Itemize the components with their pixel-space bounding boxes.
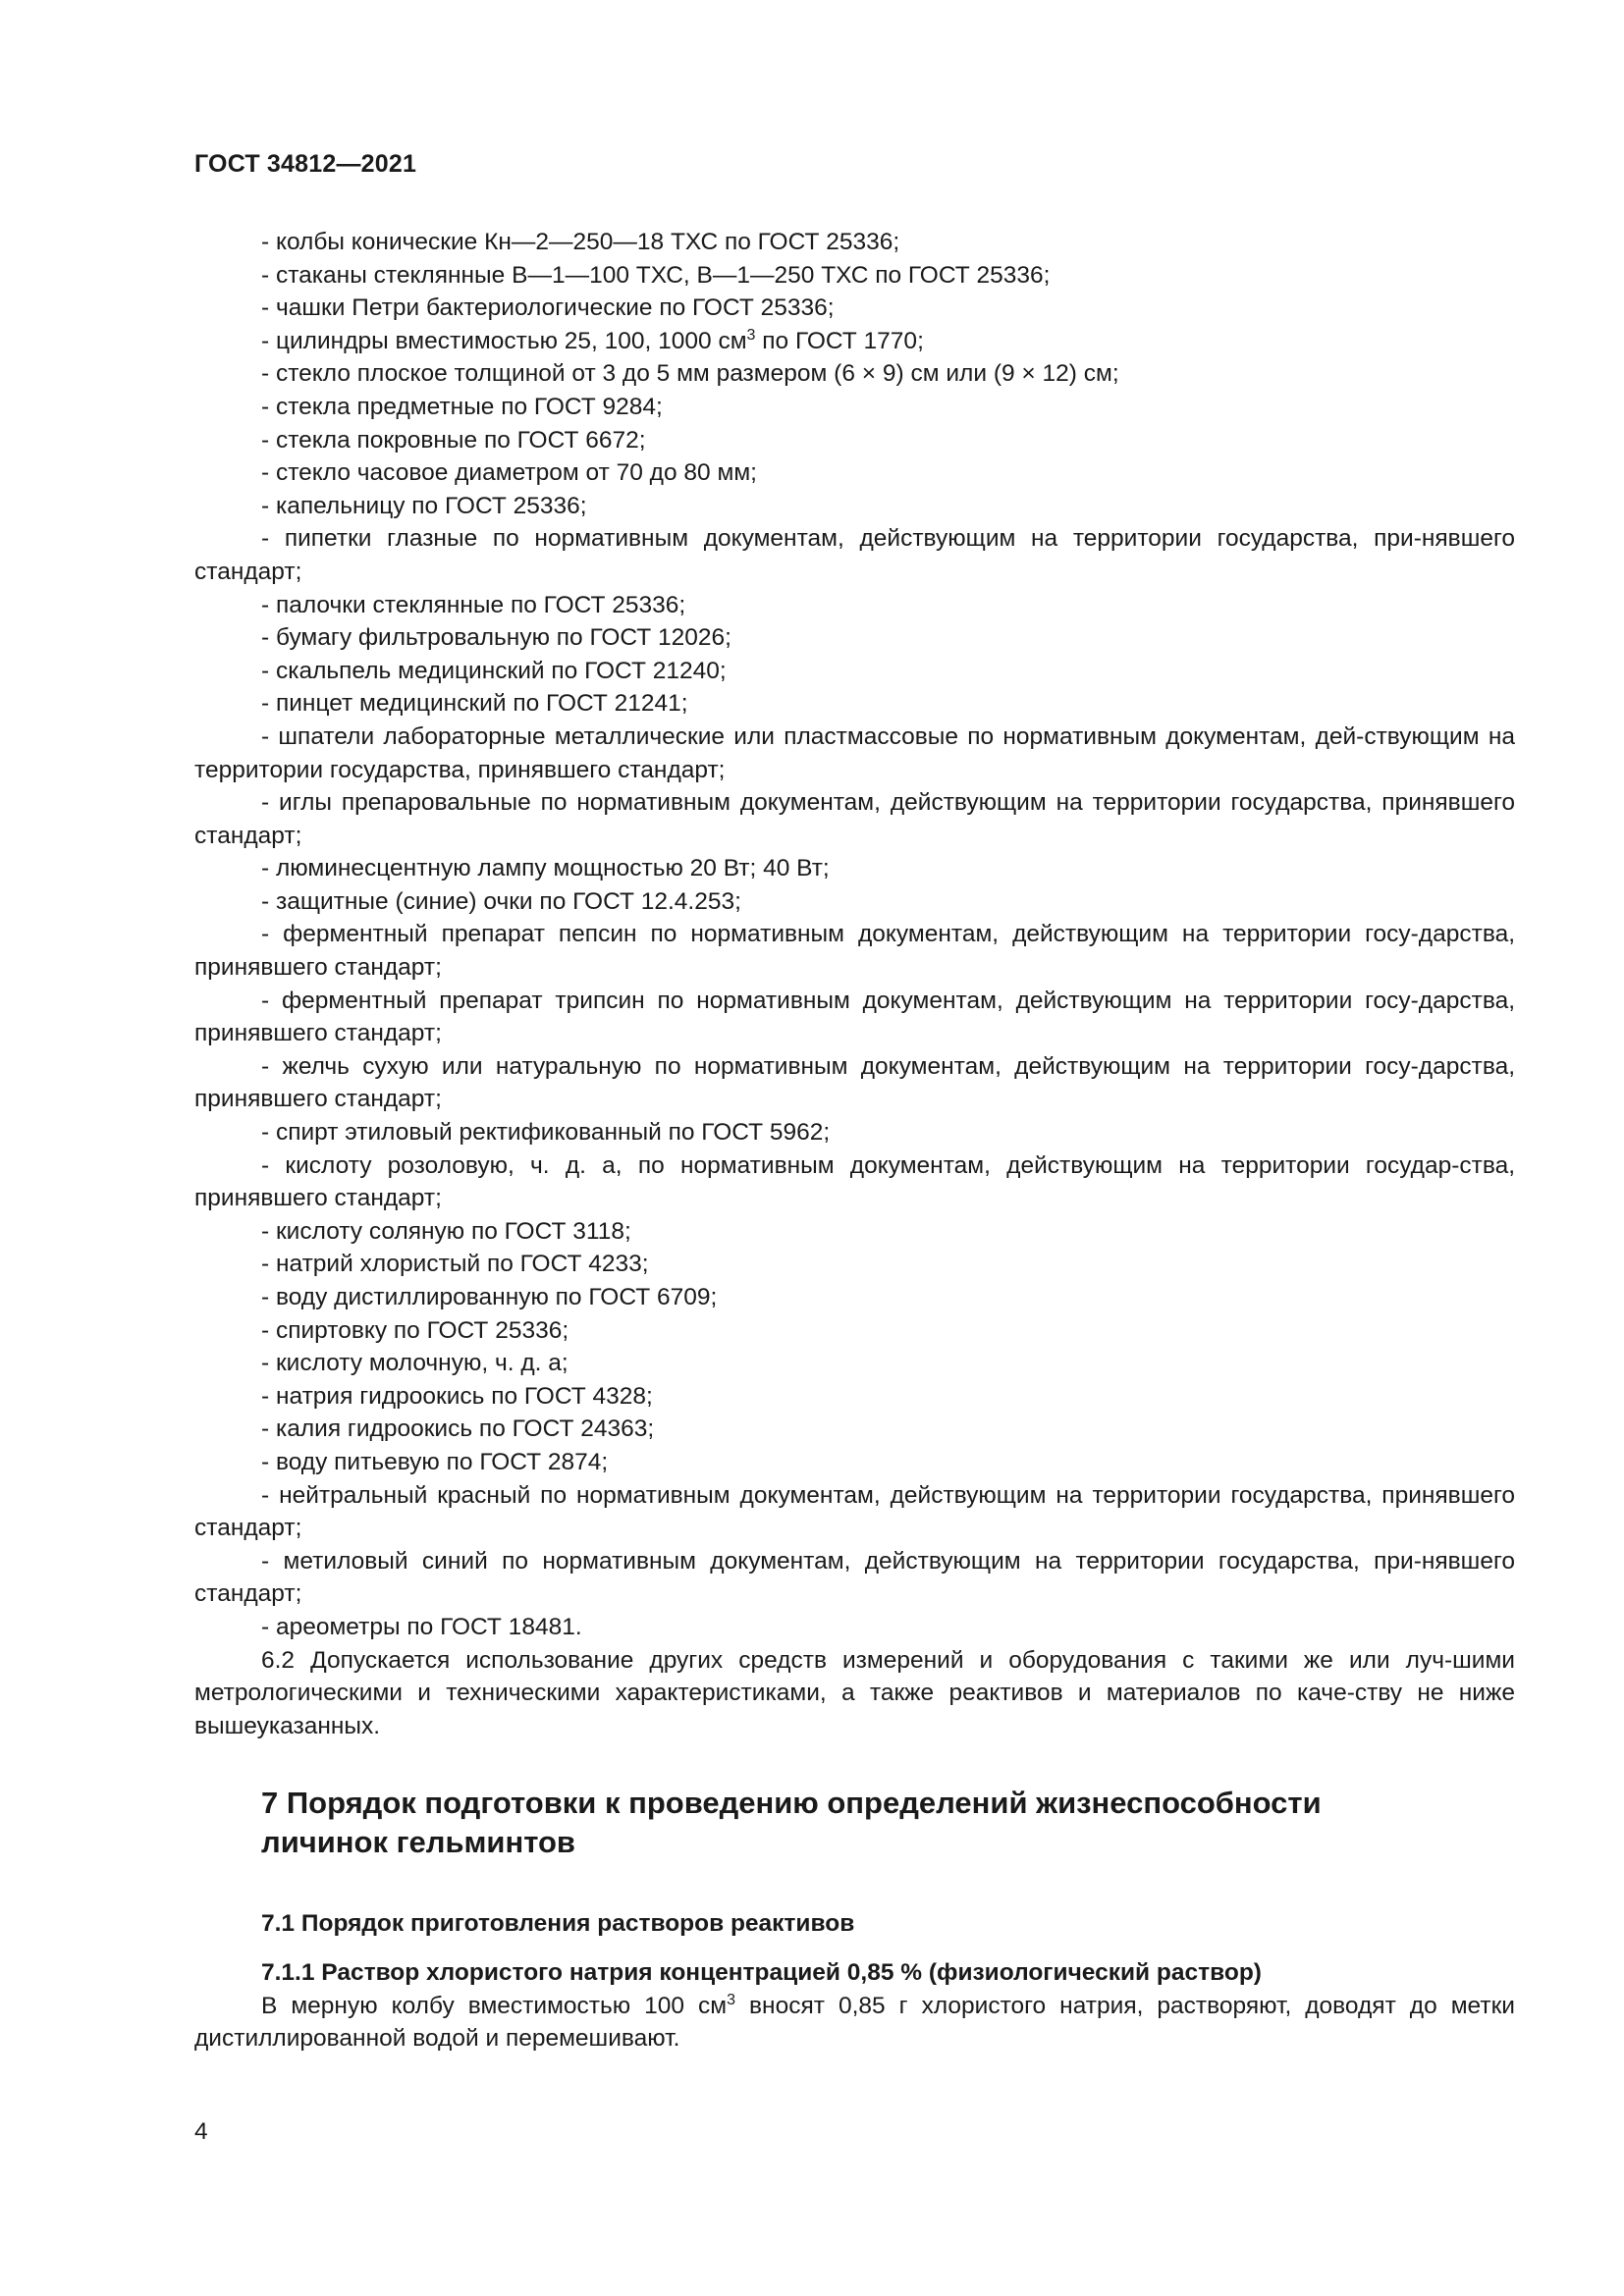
list-item: - спирт этиловый ректификованный по ГОСТ 5962;: [261, 1119, 831, 1147]
list-item: - пинцет медицинский по ГОСТ 21241;: [261, 690, 688, 718]
subsection-7-1-1-title: 7.1.1 Раствор хлористого натрия концентрацией 0,85 % (физиологический раствор): [261, 1958, 1262, 1986]
section-7-title: 7 Порядок подготовки к проведению определений жизнеспособности личинок гельминтов: [261, 1786, 1322, 1860]
subsection-7-1-title: 7.1 Порядок приготовления растворов реактивов: [261, 1910, 855, 1938]
list-item: - пипетки глазные по нормативным документам, действующим на территории государства, при-нявшего стандарт;: [194, 525, 1515, 585]
list-item-text: по ГОСТ 1770;: [755, 327, 924, 354]
superscript: 3: [746, 326, 756, 344]
list-item: - чашки Петри бактериологические по ГОСТ 25336;: [261, 294, 835, 322]
list-item: - шпатели лабораторные металлические или пластмассовые по нормативным документам, дей-ствующим на территории государства, принявшего стандарт;: [194, 722, 1515, 783]
list-item: - кислоту розоловую, ч. д. а, по нормативным документам, действующим на территории государ-ства, принявшего стандарт;: [194, 1151, 1515, 1212]
list-item: - палочки стеклянные по ГОСТ 25336;: [261, 591, 686, 618]
document-header: ГОСТ 34812—2021: [194, 150, 417, 178]
list-item: - ферментный препарат пепсин по нормативным документам, действующим на территории госу-дарства, принявшего стандарт;: [194, 921, 1515, 982]
list-item: - воду питьевую по ГОСТ 2874;: [261, 1448, 609, 1475]
list-item: - бумагу фильтровальную по ГОСТ 12026;: [261, 624, 731, 652]
para-text: В мерную колбу вместимостью 100 см: [261, 1992, 728, 2019]
document-body: [194, 226, 1515, 2056]
list-item: - метиловый синий по нормативным документам, действующим на территории государства, при-нявшего стандарт;: [194, 1547, 1515, 1608]
list-item: [194, 325, 1515, 358]
list-item-text: - цилиндры вместимостью 25, 100, 1000 см: [261, 327, 747, 354]
list-item: - кислоту молочную, ч. д. а;: [261, 1350, 568, 1377]
equipment-list: [194, 226, 1515, 1644]
list-item: - натрий хлористый по ГОСТ 4233;: [261, 1251, 649, 1278]
list-item: - ареометры по ГОСТ 18481.: [261, 1613, 582, 1640]
list-item: - стекла предметные по ГОСТ 9284;: [261, 393, 663, 420]
list-item: - люминесцентную лампу мощностью 20 Вт; 40 Вт;: [261, 855, 830, 882]
list-item: - стекло часовое диаметром от 70 до 80 мм;: [261, 459, 757, 487]
list-item: - иглы препаровальные по нормативным документам, действующим на территории государства, принявшего стандарт;: [194, 789, 1515, 849]
list-item: - стекла покровные по ГОСТ 6672;: [261, 426, 646, 454]
list-item: - стекло плоское толщиной от 3 до 5 мм размером (6 × 9) см или (9 × 12) см;: [261, 360, 1119, 388]
list-item: - воду дистиллированную по ГОСТ 6709;: [261, 1284, 718, 1310]
list-item: - желчь сухую или натуральную по нормативным документам, действующим на территории госу-дарства, принявшего стандарт;: [194, 1052, 1515, 1113]
page-number: 4: [194, 2118, 208, 2145]
list-item: - капельницу по ГОСТ 25336;: [261, 492, 587, 519]
para-text: вносят 0,85 г хлористого натрия, растворяют, доводят до метки дистиллированной водой и перемешивают.: [194, 1992, 1515, 2053]
paragraph-7-1-1: [194, 1990, 1515, 2056]
list-item: - нейтральный красный по нормативным документам, действующим на территории государства, принявшего стандарт;: [194, 1481, 1515, 1542]
list-item: - калия гидроокись по ГОСТ 24363;: [261, 1415, 655, 1443]
paragraph-6-2: 6.2 Допускается использование других средств измерений и оборудования с такими же или луч-шими метрологическими и техническими характеристиками, а также реактивов и материалов по каче-ству не ниже вышеуказанных.: [194, 1646, 1515, 1739]
list-item: - ферментный препарат трипсин по нормативным документам, действующим на территории госу-дарства, принявшего стандарт;: [194, 987, 1515, 1047]
list-item: - натрия гидроокись по ГОСТ 4328;: [261, 1382, 653, 1410]
list-item: - скальпель медицинский по ГОСТ 21240;: [261, 657, 727, 684]
superscript: 3: [727, 1991, 736, 2008]
list-item: - спиртовку по ГОСТ 25336;: [261, 1316, 569, 1344]
list-item: - колбы конические Кн—2—250—18 ТХС по ГОСТ 25336;: [261, 229, 900, 255]
list-item: - стаканы стеклянные В—1—100 ТХС, В—1—250 ТХС по ГОСТ 25336;: [261, 261, 1051, 289]
list-item: - кислоту соляную по ГОСТ 3118;: [261, 1217, 631, 1245]
list-item: - защитные (синие) очки по ГОСТ 12.4.253;: [261, 887, 741, 915]
